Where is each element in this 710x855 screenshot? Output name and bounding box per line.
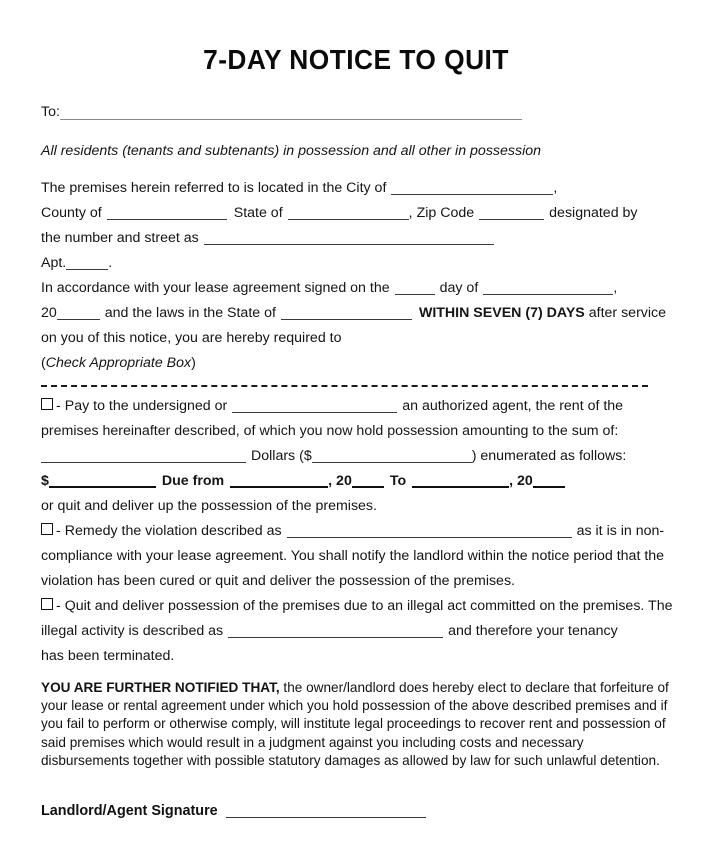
due-from-year-field-rule[interactable] — [352, 486, 384, 488]
state-comma: , — [408, 205, 413, 221]
option-illegal-line3: has been terminated. — [41, 648, 175, 664]
agent-name-field-rule[interactable] — [232, 412, 397, 413]
due-from-label: Due from — [161, 473, 225, 489]
signature-label: Landlord/Agent Signature — [41, 803, 218, 820]
further-notice-paragraph — [41, 679, 669, 770]
due-amount-field-rule[interactable] — [49, 486, 156, 488]
premises-city-label: The premises herein referred to is located in the City of — [41, 180, 387, 196]
spacer-after-title — [41, 76, 671, 100]
street-label: the number and street as — [41, 230, 199, 246]
check-appropriate-box-line — [41, 351, 671, 376]
to-field-rule[interactable] — [60, 119, 522, 120]
city-field-rule[interactable] — [391, 194, 553, 195]
lease-day-field-rule[interactable] — [395, 294, 435, 295]
option-remedy-dash: - — [56, 523, 61, 539]
dashed-divider — [41, 385, 648, 387]
year-prefix-label: 20 — [41, 305, 57, 321]
option-illegal-dash: - — [56, 598, 61, 614]
after-service-text: after service — [588, 305, 667, 321]
premises-street-line — [41, 226, 671, 251]
due-to-label: To — [389, 473, 407, 489]
lease-line1-comma: , — [613, 280, 618, 296]
amount-words-field-rule[interactable] — [41, 462, 246, 463]
seven-days-emphasis: WITHIN SEVEN (7) DAYS — [418, 305, 585, 321]
option-illegal-line2 — [41, 619, 671, 644]
recipients-note: All residents (tenants and subtenants) in possession and all other in possession — [41, 143, 542, 159]
dollars-label: Dollars ($ — [251, 448, 312, 464]
due-comma-year2: , 20 — [509, 473, 533, 489]
lease-laws-line — [41, 301, 671, 326]
option-pay-rent-line2: premises hereinafter described, of which you now hold possession amounting to the sum of: — [41, 423, 619, 439]
page-title: 7-DAY NOTICE TO QUIT — [203, 44, 509, 75]
further-notice-body: the owner/landlord does hereby elect to declare that forfeiture of your lease or rental agreement under which you hold possession of the above described premises and if you fail to perform or otherwise comply, will institute legal proceedings to recover rent and possession of said premises which would result in a judgment against you including costs and necessary disbursements together with possible statutory damages as allowed by law for such unlawful detention. — [41, 680, 669, 768]
apt-field-rule[interactable] — [66, 269, 108, 270]
street-field-rule[interactable] — [204, 244, 494, 245]
option-illegal-line1 — [41, 594, 671, 619]
enumerated-label: ) enumerated as follows: — [471, 448, 627, 464]
premises-city-line — [41, 176, 671, 201]
checkbox-remedy-violation[interactable] — [41, 523, 53, 535]
apt-label: Apt. — [41, 255, 67, 271]
premises-county-line — [41, 201, 671, 226]
lease-signed-line — [41, 276, 671, 301]
option-pay-rent-due-line — [41, 469, 671, 494]
laws-state-field-rule[interactable] — [281, 319, 412, 320]
county-label: County of — [41, 205, 102, 221]
zip-label: Zip Code — [416, 205, 475, 221]
violation-description-field-rule[interactable] — [287, 537, 572, 538]
option-pay-text1: Pay to the undersigned or — [64, 398, 228, 414]
premises-apt-line — [41, 251, 671, 276]
spacer-before-further-notice — [41, 669, 671, 679]
due-to-year-field-rule[interactable] — [533, 486, 565, 488]
due-to-date-field-rule[interactable] — [412, 486, 509, 488]
option-pay-rent-line5: or quit and deliver up the possession of the premises. — [41, 498, 377, 514]
due-comma-year1: , 20 — [328, 473, 352, 489]
to-line — [41, 100, 671, 125]
spacer-after-to — [41, 125, 671, 139]
illegal-activity-field-rule[interactable] — [228, 637, 443, 638]
premises-city-comma: , — [553, 180, 558, 196]
option-illegal-text2: illegal activity is described as — [41, 623, 224, 639]
option-remedy-line1 — [41, 519, 671, 544]
lease-month-field-rule[interactable] — [483, 294, 613, 295]
state-field-rule[interactable] — [288, 219, 409, 220]
signature-line — [41, 800, 671, 822]
further-notice-heading: YOU ARE FURTHER NOTIFIED THAT, — [41, 680, 280, 695]
option-pay-rent-line1 — [41, 394, 671, 419]
amount-numeric-field-rule[interactable] — [312, 462, 472, 463]
checkbox-quit-illegal-act[interactable] — [41, 598, 53, 610]
laws-state-label: and the laws in the State of — [104, 305, 276, 321]
designated-by-text: designated by — [549, 205, 638, 221]
checkbox-pay-rent[interactable] — [41, 398, 53, 410]
lease-signed-label: In accordance with your lease agreement signed on the — [41, 280, 390, 296]
day-of-label: day of — [439, 280, 479, 296]
county-field-rule[interactable] — [107, 219, 227, 220]
state-label: State of — [233, 205, 283, 221]
paren-open: ( — [41, 355, 46, 371]
option-illegal-text1: Quit and deliver possession of the premises due to an illegal act committed on the premises. The — [64, 598, 673, 614]
apt-period: . — [108, 255, 113, 271]
option-pay-rent-line3 — [41, 444, 671, 469]
option-pay-text2: an authorized agent, the rent of the — [402, 398, 624, 414]
option-remedy-text2: as it is in non- — [576, 523, 665, 539]
option-remedy-line3: violation has been cured or quit and deliver the possession of the premises. — [41, 573, 515, 589]
lease-required-line: on you of this notice, you are hereby required to — [41, 330, 342, 346]
due-dollar-sign: $ — [41, 473, 49, 489]
spacer-after-note — [41, 164, 671, 176]
lease-year-field-rule[interactable] — [57, 319, 100, 320]
zip-field-rule[interactable] — [479, 219, 544, 220]
option-illegal-text3: and therefore your tenancy — [448, 623, 618, 639]
spacer-before-signature — [41, 770, 671, 800]
option-remedy-text1: Remedy the violation described as — [64, 523, 282, 539]
to-label: To: — [41, 104, 60, 120]
check-appropriate-box-label: Check Appropriate Box — [45, 355, 192, 371]
document-content — [41, 0, 671, 822]
option-remedy-line2: compliance with your lease agreement. You shall notify the landlord within the notice period that the — [41, 548, 665, 564]
option-pay-dash: - — [56, 398, 61, 414]
paren-close: ) — [191, 355, 196, 371]
signature-field-rule[interactable] — [226, 817, 426, 818]
due-from-date-field-rule[interactable] — [230, 486, 328, 488]
